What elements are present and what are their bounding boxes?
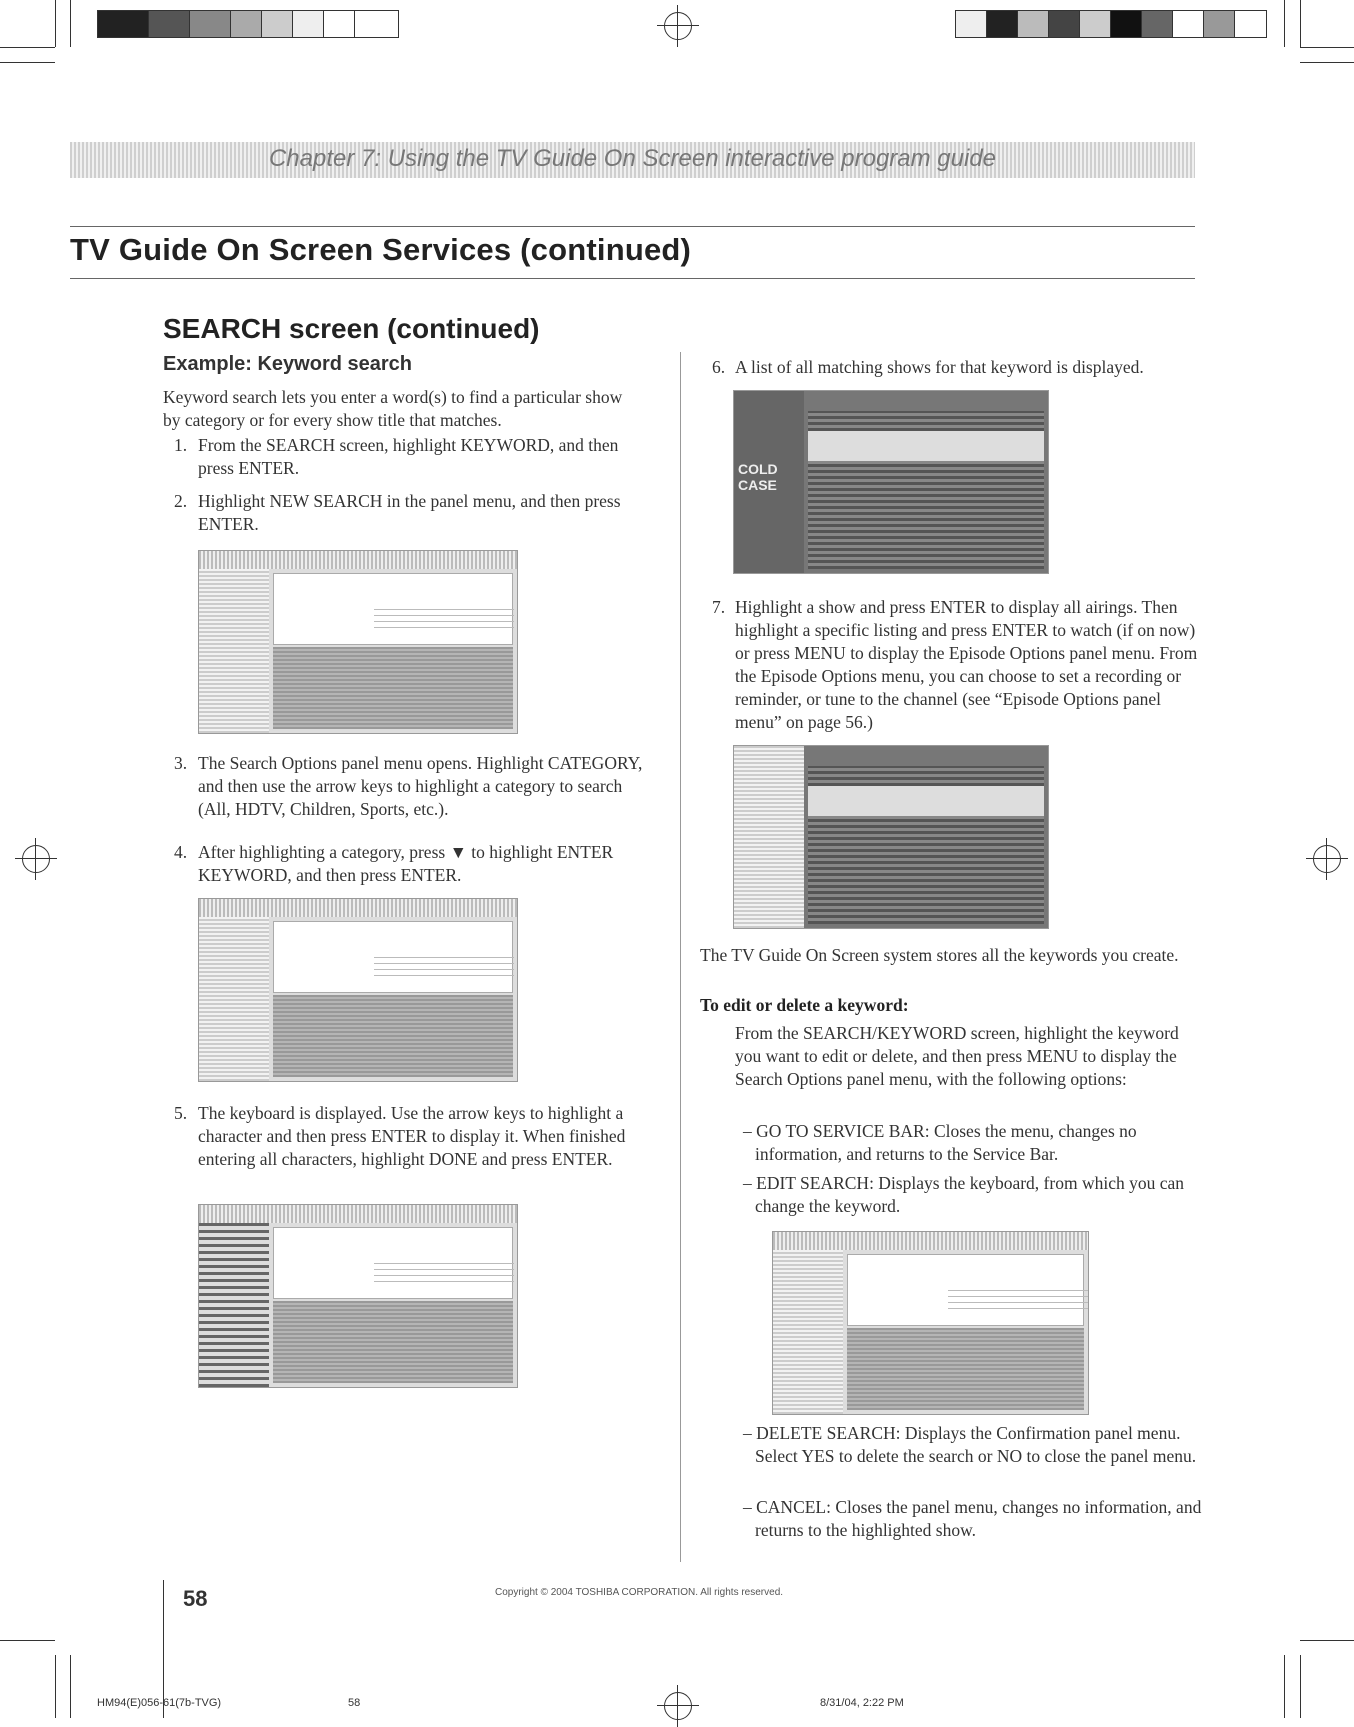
stores-note: The TV Guide On Screen system stores all the keywords you create. <box>700 945 1179 965</box>
step-number: 5. <box>174 1103 188 1123</box>
registration-bar-right <box>955 10 1267 38</box>
crop-mark <box>0 47 55 48</box>
registration-bar-left <box>97 10 399 38</box>
step-number: 1. <box>174 435 188 455</box>
step-text: The keyboard is displayed. Use the arrow keys to highlight a character and then press ENTER to display it. When finished entering all characters, highlight DONE and press ENTER. <box>198 1103 626 1169</box>
option-item: – CANCEL: Closes the panel menu, changes no information, and returns to the highlighted show. <box>743 1497 1202 1540</box>
crop-mark <box>1300 62 1354 63</box>
screenshot-matching-shows <box>733 390 1049 574</box>
registration-mark-icon <box>664 1692 692 1720</box>
registration-mark-icon <box>664 12 692 40</box>
step-text: From the SEARCH screen, highlight KEYWORD, and then press ENTER. <box>198 435 619 478</box>
crop-mark <box>1284 0 1285 47</box>
step-number: 2. <box>174 491 188 511</box>
intro-paragraph: Keyword search lets you enter a word(s) to find a particular show by category or for every show title that matches. <box>163 387 623 430</box>
step-number: 3. <box>174 753 188 773</box>
step-number: 7. <box>712 597 726 617</box>
crop-mark <box>0 62 55 63</box>
step-text: Highlight NEW SEARCH in the panel menu, and then press ENTER. <box>198 491 621 534</box>
crop-mark <box>0 1640 55 1641</box>
screenshot-enter-keyword <box>198 898 518 1082</box>
rule-top <box>70 226 1195 227</box>
screenshot-airings <box>733 745 1049 929</box>
section-subtitle: Example: Keyword search <box>163 353 412 375</box>
registration-mark-icon <box>22 845 50 873</box>
rule-bottom <box>70 278 1195 279</box>
section-title: SEARCH screen (continued) <box>163 313 540 344</box>
crop-mark <box>55 1655 56 1718</box>
screenshot-keyboard <box>198 1204 518 1388</box>
crop-mark <box>70 0 71 47</box>
edit-intro: From the SEARCH/KEYWORD screen, highlight the keyword you want to edit or delete, and then press MENU to display the Search Options panel menu, with the following options: <box>735 1023 1179 1089</box>
crop-mark <box>1300 0 1301 47</box>
crop-mark <box>1284 1655 1285 1718</box>
step-text: The Search Options panel menu opens. Highlight CATEGORY, and then use the arrow keys to highlight a category to search (All, HDTV, Children, Sports, etc.). <box>198 753 643 819</box>
copyright: Copyright © 2004 TOSHIBA CORPORATION. All rights reserved. <box>495 1587 784 1598</box>
page-number: 58 <box>183 1586 208 1611</box>
option-item: – GO TO SERVICE BAR: Closes the menu, changes no information, and returns to the Service Bar. <box>743 1121 1137 1164</box>
crop-mark <box>55 0 56 47</box>
slug-page: 58 <box>348 1697 361 1709</box>
crop-mark <box>1300 1655 1301 1718</box>
option-item: – DELETE SEARCH: Displays the Confirmation panel menu. Select YES to delete the search or NO to close the panel menu. <box>743 1423 1197 1466</box>
option-item: – EDIT SEARCH: Displays the keyboard, from which you can change the keyword. <box>743 1173 1184 1216</box>
page-title: TV Guide On Screen Services (continued) <box>70 232 692 267</box>
step-text: A list of all matching shows for that keyword is displayed. <box>735 357 1144 377</box>
crop-mark <box>1300 1640 1354 1641</box>
show-title-label: COLD CASE <box>738 461 778 493</box>
crop-mark <box>70 1655 71 1718</box>
chapter-title: Chapter 7: Using the TV Guide On Screen interactive program guide <box>268 145 997 172</box>
registration-mark-icon <box>1313 845 1341 873</box>
file-id: HM94(E)056-61(7b-TVG) <box>97 1697 222 1709</box>
edit-heading: To edit or delete a keyword: <box>700 995 909 1015</box>
screenshot-search-options <box>772 1231 1089 1415</box>
step-number: 6. <box>712 357 726 377</box>
print-date: 8/31/04, 2:22 PM <box>820 1697 904 1709</box>
step-number: 4. <box>174 842 188 862</box>
column-divider <box>680 352 681 1562</box>
step-text: Highlight a show and press ENTER to display all airings. Then highlight a specific listing and press ENTER to watch (if on now) or press MENU to display the Episode Options panel menu. From the Episode Options menu, you can choose to set a recording or reminder, or tune to the channel (see “Episode Options panel menu” on page 56.) <box>735 597 1198 732</box>
screenshot-new-search <box>198 550 518 734</box>
step-text: After highlighting a category, press ▼ to highlight ENTER KEYWORD, and then press ENTER. <box>198 842 614 885</box>
crop-mark <box>1300 47 1354 48</box>
